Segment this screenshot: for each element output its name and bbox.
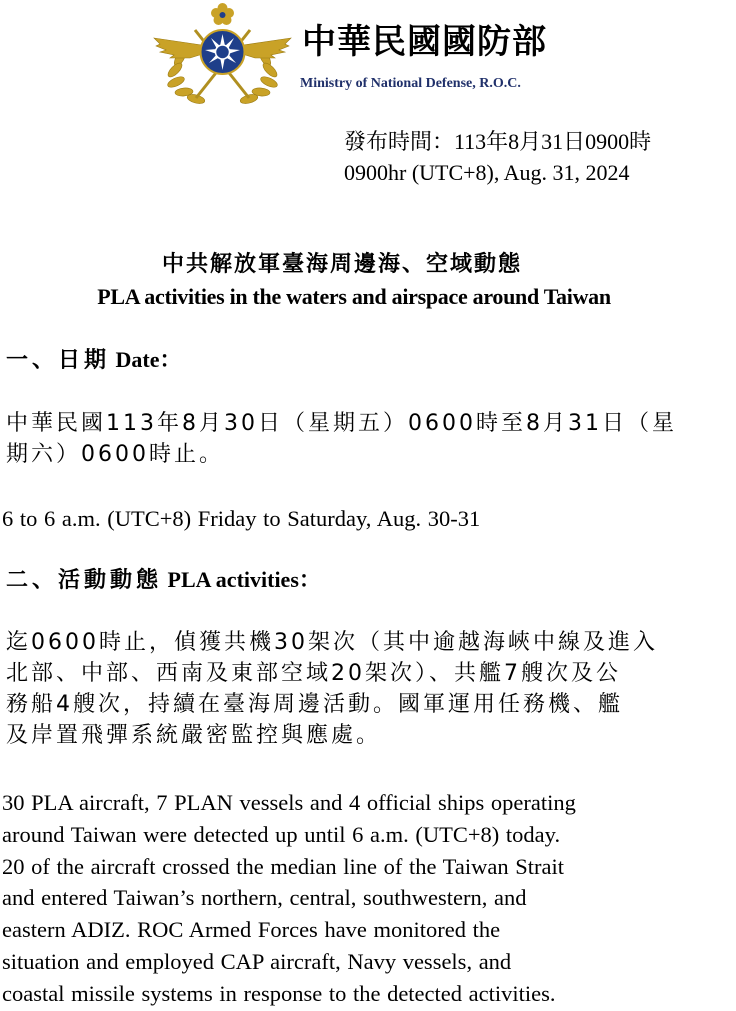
section-date-body-en (2, 503, 736, 535)
activities-en-line: 30 PLA aircraft, 7 PLAN vessels and 4 official ships operating (2, 790, 576, 815)
release-time (344, 126, 651, 188)
letterhead (150, 0, 610, 110)
activities-en-line: coastal missile systems in response to the detected activities. (2, 980, 556, 1006)
activities-en-line: and entered Taiwan’s northern, central, southwestern, and (2, 885, 527, 911)
section-date-heading (6, 345, 182, 376)
section-activities-heading-en: PLA activities： (167, 567, 321, 592)
activities-en-line: eastern ADIZ. ROC Armed Forces have monitored the (2, 917, 501, 943)
section-date-body-zh (6, 408, 734, 470)
date-zh-line: 期六）0600時止。 (6, 442, 224, 467)
org-name-zh: 中華民國國防部 (302, 22, 547, 62)
section-activities-heading-zh: 二、活動動態 (6, 568, 163, 593)
activities-en-line: around Taiwan were detected up until 6 a.m. (UTC+8) today. (2, 821, 561, 847)
date-en-line: 6 to 6 a.m. (UTC+8) Friday to Saturday, Aug. 30-31 (2, 506, 481, 531)
release-time-en: 0900hr (UTC+8), Aug. 31, 2024 (344, 160, 630, 185)
date-zh-line: 中華民國113年8月30日（星期五）0600時至8月31日（星 (6, 411, 677, 436)
section-activities-body-en (2, 787, 736, 1010)
section-date-heading-en: Date： (115, 347, 182, 372)
activities-zh-line: 迄0600時止，偵獲共機30架次（其中逾越海峽中線及進入 (6, 630, 658, 655)
document-title-en: PLA activities in the waters and airspace around Taiwan (97, 284, 611, 309)
section-activities-heading (6, 565, 321, 596)
release-time-zh: 發布時間：113年8月31日0900時 (344, 129, 652, 154)
activities-en-line: situation and employed CAP aircraft, Navy vessels, and (2, 948, 512, 974)
activities-en-line: 20 of the aircraft crossed the median line of the Taiwan Strait (2, 853, 564, 879)
org-name-en: Ministry of National Defense, R.O.C. (300, 76, 521, 91)
activities-zh-line: 及岸置飛彈系統嚴密監控與應處。 (6, 723, 382, 748)
mnd-emblem-icon (150, 0, 295, 110)
activities-zh-line: 北部、中部、西南及東部空域20架次）、共艦7艘次及公 (6, 661, 621, 686)
document-title-zh: 中共解放軍臺海周邊海、空域動態 (161, 252, 522, 277)
section-date-heading-zh: 一、日期 (6, 348, 111, 373)
activities-zh-line: 務船4艘次，持續在臺海周邊活動。國軍運用任務機、艦 (6, 692, 623, 717)
section-activities-body-zh (6, 627, 734, 751)
